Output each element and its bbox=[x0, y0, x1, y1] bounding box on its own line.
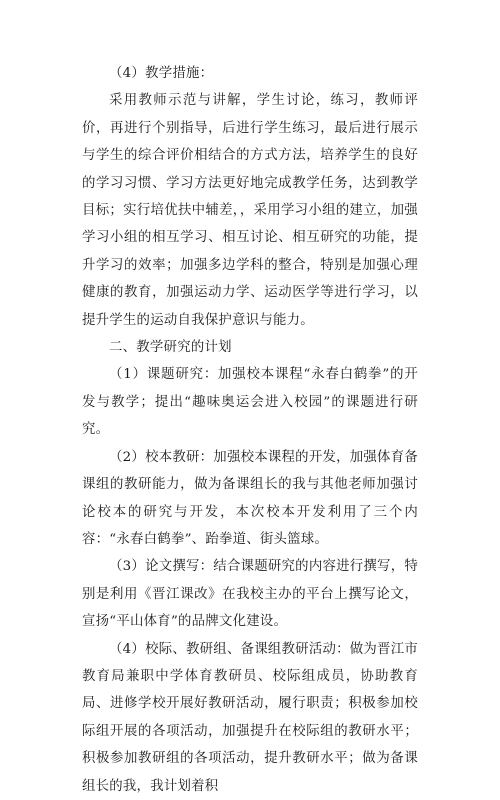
paragraph-teaching-research-activities: （4）校际、教研组、备课组教研活动：做为晋江市教育局兼职中学体育教研员、校际组成员，协助教育局、进修学校开展好教研活动，履行职责；积极参加校际组开展的各项活动，加强提升在校际组的教研水平；积极参加教研组的各项活动，提升教研水平；做为备课组长的我，我计划着积 bbox=[82, 641, 418, 794]
paragraph-teaching-measures-body: 采用教师示范与讲解，学生讨论，练习，教师评价，再进行个别指导，后进行学生练习，最后进行展示与学生的综合评价相结合的方式方法，培养学生的良好的学习习惯、学习方法更好地完成教学任务，达到教学目标；实行培优扶中辅差，，采用学习小组的建立，加强学习小组的相互学习、相互讨论、相互研究的功能，提升学习的效率；加强多边学科的整合，特别是加强心理健康的教育，加强运动力学、运动医学等进行学习，以提升学生的运动自我保护意识与能力。 bbox=[82, 93, 418, 328]
document-body bbox=[82, 60, 418, 800]
paragraph-paper-writing: （3）论文撰写：结合课题研究的内容进行撰写，特别是利用《晋江课改》在我校主办的平台上撰写论文，宣扬“平山体育”的品牌文化建设。 bbox=[82, 559, 418, 630]
paragraph-topic-research: （1）课题研究：加强校本课程“永春白鹤拳”的开发与教学；提出“趣味奥运会进入校园”的课题进行研究。 bbox=[82, 367, 418, 438]
paragraph-school-based-research: （2）校本教研：加强校本课程的开发，加强体育备课组的教研能力，做为备课组长的我与其他老师加强讨论校本的研究与开发，本次校本开发利用了三个内容：“永春白鹤拳”、跆拳道、街头篮球。 bbox=[82, 449, 418, 547]
section-heading-research-plan: 二、教学研究的计划 bbox=[109, 340, 232, 356]
paragraph-teaching-measures-heading: （4）教学措施： bbox=[109, 66, 214, 81]
